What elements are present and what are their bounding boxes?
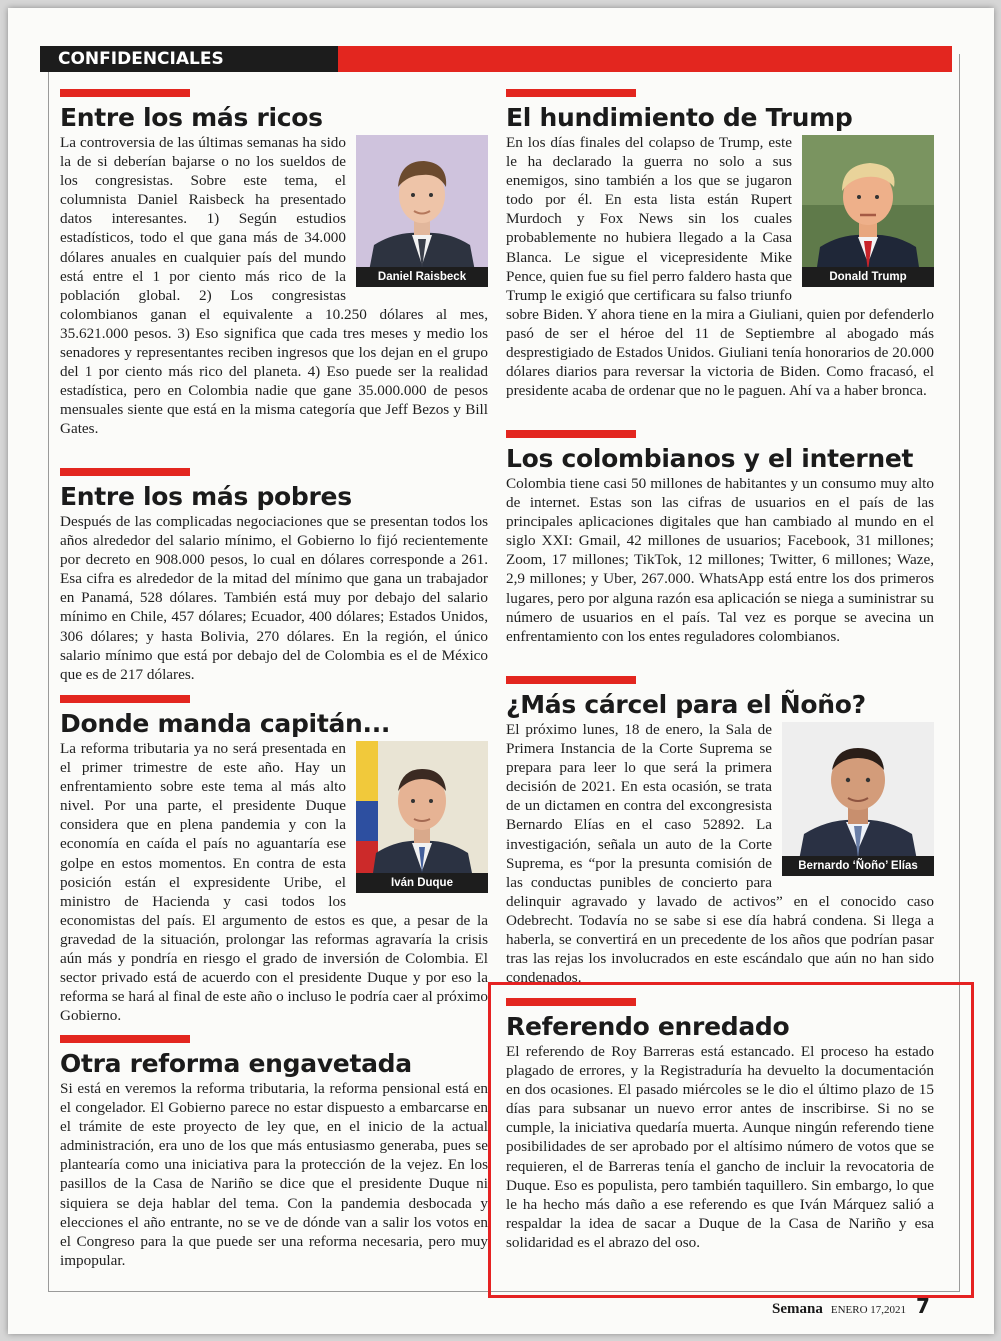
photo-caption: Donald Trump	[802, 267, 934, 287]
headline-rule	[60, 89, 190, 97]
article-entre-los-mas-pobres	[60, 468, 488, 684]
headline: El hundimiento de Trump	[506, 103, 853, 132]
headline: Otra reforma engavetada	[60, 1049, 412, 1078]
article-body-wrap	[506, 720, 934, 987]
headline-rule	[60, 468, 190, 476]
photo-caption: Daniel Raisbeck	[356, 267, 488, 287]
photo-caption: Bernardo ‘Ñoño’ Elías	[782, 856, 934, 876]
article-body-wrap	[506, 133, 934, 400]
headline: ¿Más cárcel para el Ñoño?	[506, 690, 866, 719]
article-entre-los-mas-ricos	[60, 89, 488, 439]
headline-rule	[60, 695, 190, 703]
headline: Entre los más ricos	[60, 103, 323, 132]
section-label: CONFIDENCIALES	[40, 46, 338, 72]
article-body: En los días finales del colapso de Trump, este le ha declarado la guerra no solo a sus enemigos, sino también a los que se jugaron todo por él. En esta lista están Rupert Murdoch y Fox News sin los cuales probablemente no hubiera llegado a la Casa Blanca. Le sigue el vicepresidente Mike Pence, quien fue su fiel perro faldero hasta que Trump le exigió que certificara su falso triunfo sobre Biden. Y ahora tiene en la mira a Giuliani, quien por defenderlo pasó de ser el héroe del 11 de Septiembre al abogado más desprestigiado de Estados Unidos. Giuliani tenía honorarios de 20.000 dólares diarios para reversar la victoria de Biden. Como fracasó, el presidente acaba de ordenar que no le paguen. Ahí va a haber bronca.	[506, 134, 934, 400]
highlight-box	[488, 982, 974, 1298]
article-body: Colombia tiene casi 50 millones de habitantes y un consumo muy alto de internet. Estas son las cifras de usuarios en el país de las principales aplicaciones digitales que han cambiado al mundo en el siglo XXI: Gmail, 42 millones de usuarios; Facebook, 31 millones; Zoom, 17 millones; TikTok, 12 millones; Twitter, 6 millones; Waze, 2,9 millones; y Uber, 267.000. WhatsApp está entre los dos primeros lugares, pero por alguna razón esa aplicación se niega a suministrar su número de usuarios en el país. Tal vez es porque se avecina un enfrentamiento con los entes reguladores colombianos.	[506, 475, 934, 645]
photo-caption: Iván Duque	[356, 873, 488, 893]
article-body-wrap	[60, 739, 488, 1025]
photo-ivan-duque	[356, 741, 488, 893]
headline-rule	[506, 430, 636, 438]
article-body-wrap	[60, 133, 488, 439]
article-body: Si está en veremos la reforma tributaria, la reforma pensional está en el congelador. El Gobierno parece no estar dispuesto a embarcarse en el trámite de este proyecto de ley que, en el inicio de la actual administración, era uno de los que más entusiasmo generaba, pues se plantearía como una iniciativa para la protección de la vejez. En los pasillos de la Casa de Nariño se dice que el presidente Duque ni siquiera se deja hablar del tema. Con la pandemia desbocada y elecciones el año entrante, no se ve de dónde van a salir los votos en el Congreso para la que puede ser una reforma necesaria, pero muy impopular.	[60, 1080, 488, 1269]
headline-rule	[506, 676, 636, 684]
section-red-bar	[338, 46, 952, 72]
headline-rule	[60, 1035, 190, 1043]
article-body: La controversia de las últimas semanas ha sido la de si deberían bajarse o no los sueldos de los congresistas. Sobre este tema, el columnista Daniel Raisbeck ha presentado datos interesantes. 1) Según estudios estadísticos, todo el que gana más de 34.000 dólares anuales en cualquier país del mundo está entre el 1 por ciento más rico de la población global. 2) Los congresistas colombianos ganan el equivalente a 10.250 dólares al mes, 35.621.000 pesos. 3) Eso significa que cada tres meses y medio los senadores y representantes reciben ingresos que los dejan en el grupo del 1 por ciento más rico del planeta. 4) Eso puede ser la realidad estadística, pero en Colombia nadie que gane 35.000.000 de pesos mensuales siente que está en la misma categoría que Jeff Bezos y Bill Gates.	[60, 134, 488, 438]
article-el-hundimiento-de-trump	[506, 89, 934, 400]
article-otra-reforma-engavetada	[60, 1035, 488, 1270]
portrait-image	[782, 722, 934, 876]
article-body: La reforma tributaria ya no será presentada en el primer trimestre de este año. Hay un enfrentamiento sobre este tema al más alto nivel. Por una parte, el presidente Duque considera que en plena pandemia y con la economía en caída el país no aguantaría ese golpe en estos momentos. En contra de esta posición están el expresidente Uribe, el ministro de Hacienda y casi todos los economistas del país. El argumento de estos es que, a pesar de la gravedad de la situación, prolongar las reformas agravaría la crisis aún más y pondría en riesgo el grado de inversión de Colombia. El sector privado está de acuerdo con el presidente Duque y por eso la reforma se hará al final de este año o incluso le podría caer al próximo Gobierno.	[60, 740, 488, 1025]
issue-date: ENERO 17,2021	[830, 1304, 907, 1316]
headline: Entre los más pobres	[60, 482, 352, 511]
article-los-colombianos-y-el-internet	[506, 430, 934, 646]
article-body: Después de las complicadas negociaciones que se presentan todos los años alrededor del salario mínimo, el Gobierno lo fijó recientemente por decreto en 908.000 pesos, lo cual en dólares corresponde a 261. Esa cifra es alrededor de la mitad del mínimo que gana un trabajador en Panamá, 528 dólares. También está muy por debajo del salario mínimo en Chile, 457 dólares; Ecuador, 400 dólares; Estados Unidos, 306 dólares; y hasta Bolivia, 270 dólares. En la región, el único salario mínimo que está por debajo del de Colombia es el de México que es de 217 dólares.	[60, 513, 488, 683]
portrait-image	[356, 135, 488, 287]
section-banner	[40, 46, 952, 72]
article-body: El próximo lunes, 18 de enero, la Sala de Primera Instancia de la Corte Suprema se prepara para leer lo que será la primera decisión de 2021. En esta ocasión, se trata de un dictamen en contra del excongresista Bernardo Elías en el caso 52892. La investigación, señala un auto de la Corte Suprema, es “por la presunta comisión de las conductas punibles de concierto para delinquir agravado y lavado de activos” en el conocido caso Odebrecht. Todavía no se sabe si ese día habrá condena. Si llega a haberla, se convertirá en un precedente de los años que podrían pasar tras las rejas los involucrados en este escándalo que aún no han sido condenados.	[506, 721, 934, 987]
headline: Referendo enredado	[506, 1012, 790, 1041]
article-donde-manda-capitan	[60, 695, 488, 1025]
magazine-name: Semana	[772, 1301, 823, 1317]
headline: Donde manda capitán...	[60, 709, 391, 738]
headline: Los colombianos y el internet	[506, 444, 914, 473]
article-body: El referendo de Roy Barreras está estancado. El proceso ha estado plagado de errores, y la Registraduría ha devuelto la documentación en dos ocasiones. El pasado miércoles se le dio el último plazo de 15 días para subsanar un nuevo error antes de inscribirse. Si no se cumple, la iniciativa quedaría muerta. Aunque ningún referendo tiene posibilidades de ser aprobado por el altísimo número de votos que se requieren, el de Barreras tenía el gancho de incluir la revocatoria de Duque. Eso es populista, pero también taquillero. Sin embargo, lo que le ha hecho más daño a ese referendo es que Iván Márquez salió a respaldar la idea de sacar a Duque de la Casa de Nariño y esa solidaridad es el abrazo del oso.	[506, 1043, 934, 1251]
photo-daniel-raisbeck	[356, 135, 488, 287]
portrait-image	[356, 741, 488, 893]
article-mas-carcel-para-el-nono	[506, 676, 934, 987]
photo-bernardo-elias	[782, 722, 934, 876]
portrait-image	[802, 135, 934, 287]
headline-rule	[506, 89, 636, 97]
photo-donald-trump	[802, 135, 934, 287]
page-number: 7	[916, 1294, 930, 1318]
page-footer	[772, 1294, 930, 1318]
